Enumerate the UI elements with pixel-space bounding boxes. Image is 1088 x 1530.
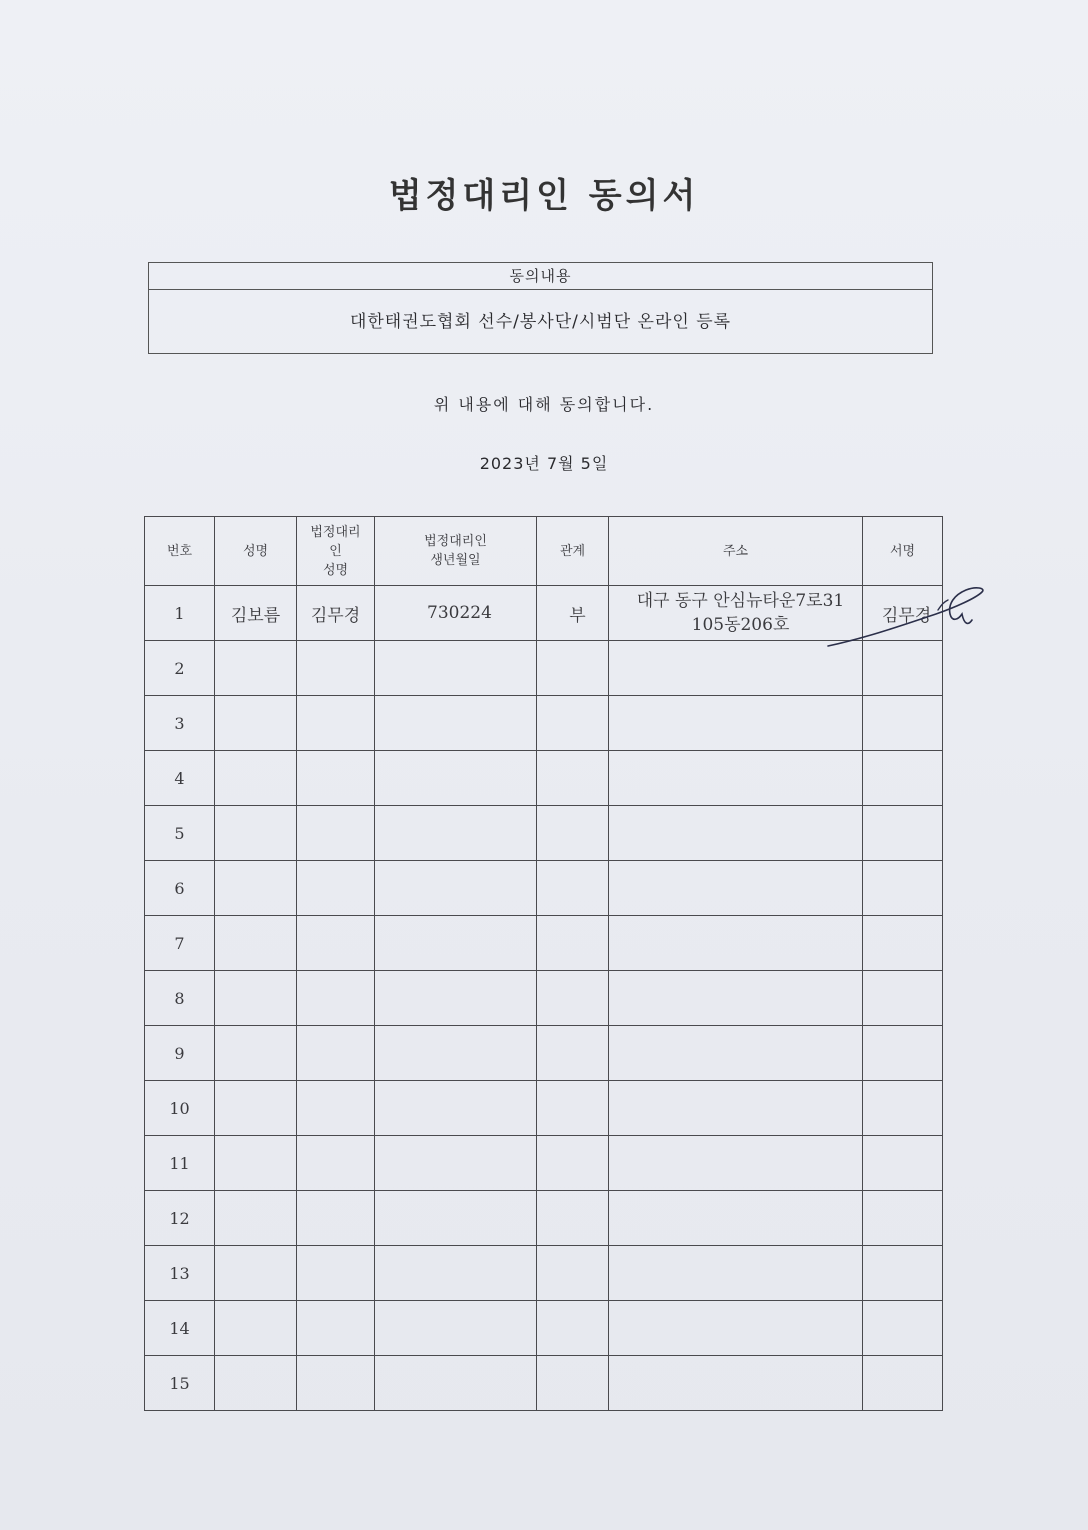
row-address bbox=[609, 806, 863, 861]
row-guardian-name bbox=[297, 1246, 375, 1301]
header-guardian-name bbox=[297, 517, 375, 586]
header-number: 번호 bbox=[145, 517, 215, 586]
row-name bbox=[215, 1301, 297, 1356]
row-number: 14 bbox=[145, 1301, 215, 1356]
row-address bbox=[609, 1356, 863, 1411]
header-signature: 서명 bbox=[863, 517, 943, 586]
row-guardian-name bbox=[297, 916, 375, 971]
row-name: 김보름 bbox=[215, 586, 297, 641]
header-guardian-birth-line1: 법정대리인 bbox=[424, 534, 487, 549]
table-row bbox=[145, 641, 943, 696]
row-number: 7 bbox=[145, 916, 215, 971]
row-signature bbox=[863, 1356, 943, 1411]
table-row bbox=[145, 1136, 943, 1191]
row-name bbox=[215, 641, 297, 696]
row-address-line1: 대구 동구 안심뉴타운7로31 bbox=[636, 591, 845, 611]
row-name bbox=[215, 1081, 297, 1136]
table-header-row bbox=[145, 517, 943, 586]
row-name bbox=[215, 861, 297, 916]
row-signature bbox=[863, 1081, 943, 1136]
row-address bbox=[609, 586, 863, 641]
row-number: 12 bbox=[145, 1191, 215, 1246]
row-guardian-birth bbox=[375, 1136, 537, 1191]
header-relation: 관계 bbox=[537, 517, 609, 586]
row-relation bbox=[537, 1081, 609, 1136]
row-guardian-birth bbox=[375, 1356, 537, 1411]
row-signature bbox=[863, 971, 943, 1026]
header-guardian-birth-line2: 생년월일 bbox=[430, 553, 481, 568]
row-guardian-name bbox=[297, 1356, 375, 1411]
row-name bbox=[215, 806, 297, 861]
row-signature bbox=[863, 1246, 943, 1301]
row-guardian-birth: 730224 bbox=[375, 586, 537, 641]
row-name bbox=[215, 1191, 297, 1246]
registration-table bbox=[144, 516, 943, 1411]
row-address bbox=[609, 1081, 863, 1136]
row-address bbox=[609, 1026, 863, 1081]
row-number: 5 bbox=[145, 806, 215, 861]
header-guardian-name-line1: 법정대리 bbox=[310, 524, 361, 540]
consent-header: 동의내용 bbox=[149, 263, 932, 290]
row-guardian-name bbox=[297, 751, 375, 806]
row-number: 4 bbox=[145, 751, 215, 806]
table-row bbox=[145, 916, 943, 971]
row-relation bbox=[537, 861, 609, 916]
row-guardian-birth bbox=[375, 916, 537, 971]
row-guardian-birth bbox=[375, 696, 537, 751]
row-address bbox=[609, 916, 863, 971]
row-relation bbox=[537, 696, 609, 751]
row-guardian-name bbox=[297, 1191, 375, 1246]
row-number: 2 bbox=[145, 641, 215, 696]
row-guardian-birth bbox=[375, 806, 537, 861]
table-row bbox=[145, 1356, 943, 1411]
table-row bbox=[145, 586, 943, 641]
row-number: 13 bbox=[145, 1246, 215, 1301]
row-name bbox=[215, 971, 297, 1026]
table-row bbox=[145, 1191, 943, 1246]
row-signature bbox=[863, 751, 943, 806]
row-guardian-birth bbox=[375, 751, 537, 806]
row-address bbox=[609, 1191, 863, 1246]
header-guardian-birth bbox=[375, 517, 537, 586]
row-name bbox=[215, 916, 297, 971]
row-relation bbox=[537, 1026, 609, 1081]
row-address bbox=[609, 751, 863, 806]
row-address bbox=[609, 1301, 863, 1356]
row-relation bbox=[537, 971, 609, 1026]
row-guardian-birth bbox=[375, 971, 537, 1026]
table-row bbox=[145, 1246, 943, 1301]
header-address: 주소 bbox=[609, 517, 863, 586]
row-guardian-name bbox=[297, 1081, 375, 1136]
row-address bbox=[609, 971, 863, 1026]
row-signature bbox=[863, 916, 943, 971]
table-row bbox=[145, 1026, 943, 1081]
row-guardian-name bbox=[297, 1301, 375, 1356]
row-signature bbox=[863, 641, 943, 696]
row-address bbox=[609, 1246, 863, 1301]
header-guardian-name-line2: 인 bbox=[329, 543, 342, 559]
row-relation bbox=[537, 1356, 609, 1411]
row-number: 8 bbox=[145, 971, 215, 1026]
row-guardian-birth bbox=[375, 1026, 537, 1081]
table-row bbox=[145, 806, 943, 861]
consent-box bbox=[148, 262, 933, 354]
row-guardian-birth bbox=[375, 641, 537, 696]
row-signature bbox=[863, 1191, 943, 1246]
row-guardian-birth bbox=[375, 1191, 537, 1246]
table-row bbox=[145, 696, 943, 751]
row-name bbox=[215, 751, 297, 806]
row-guardian-name bbox=[297, 641, 375, 696]
row-relation bbox=[537, 1301, 609, 1356]
row-guardian-birth bbox=[375, 1081, 537, 1136]
table-row bbox=[145, 971, 943, 1026]
row-guardian-birth bbox=[375, 1301, 537, 1356]
row-guardian-name: 김무경 bbox=[297, 586, 375, 641]
row-name bbox=[215, 696, 297, 751]
row-signature bbox=[863, 1026, 943, 1081]
row-signature bbox=[863, 806, 943, 861]
row-address-line2: 105동206호 bbox=[691, 615, 790, 635]
row-guardian-name bbox=[297, 806, 375, 861]
row-address bbox=[609, 641, 863, 696]
row-relation bbox=[537, 751, 609, 806]
row-guardian-name bbox=[297, 861, 375, 916]
table-row bbox=[145, 1301, 943, 1356]
row-number: 1 bbox=[145, 586, 215, 641]
table-row bbox=[145, 861, 943, 916]
consent-body: 대한태권도협회 선수/봉사단/시범단 온라인 등록 bbox=[349, 312, 732, 332]
row-signature bbox=[863, 1136, 943, 1191]
table-row bbox=[145, 751, 943, 806]
header-name: 성명 bbox=[215, 517, 297, 586]
row-guardian-birth bbox=[375, 1246, 537, 1301]
row-number: 9 bbox=[145, 1026, 215, 1081]
row-name bbox=[215, 1136, 297, 1191]
row-name bbox=[215, 1246, 297, 1301]
consent-date: 2023년 7월 5일 bbox=[479, 454, 609, 473]
row-number: 11 bbox=[145, 1136, 215, 1191]
row-relation bbox=[537, 916, 609, 971]
row-number: 15 bbox=[145, 1356, 215, 1411]
header-guardian-name-line3: 성명 bbox=[322, 562, 349, 578]
row-relation bbox=[537, 641, 609, 696]
row-guardian-birth bbox=[375, 861, 537, 916]
table-row bbox=[145, 1081, 943, 1136]
row-relation bbox=[537, 1191, 609, 1246]
row-name bbox=[215, 1026, 297, 1081]
row-number: 10 bbox=[145, 1081, 215, 1136]
consent-statement: 위 내용에 대해 동의합니다. bbox=[433, 395, 655, 414]
row-guardian-name bbox=[297, 1026, 375, 1081]
row-number: 3 bbox=[145, 696, 215, 751]
row-relation: 부 bbox=[537, 586, 609, 641]
row-guardian-name bbox=[297, 696, 375, 751]
row-relation bbox=[537, 806, 609, 861]
row-relation bbox=[537, 1136, 609, 1191]
row-address bbox=[609, 861, 863, 916]
row-guardian-name bbox=[297, 971, 375, 1026]
row-signature bbox=[863, 861, 943, 916]
row-signature bbox=[863, 1301, 943, 1356]
row-number: 6 bbox=[145, 861, 215, 916]
row-signature bbox=[863, 696, 943, 751]
row-address bbox=[609, 1136, 863, 1191]
row-address bbox=[609, 696, 863, 751]
row-name bbox=[215, 1356, 297, 1411]
row-signature: 김무경 bbox=[863, 586, 943, 641]
document-title: 법정대리인 동의서 bbox=[388, 176, 700, 216]
row-guardian-name bbox=[297, 1136, 375, 1191]
row-relation bbox=[537, 1246, 609, 1301]
